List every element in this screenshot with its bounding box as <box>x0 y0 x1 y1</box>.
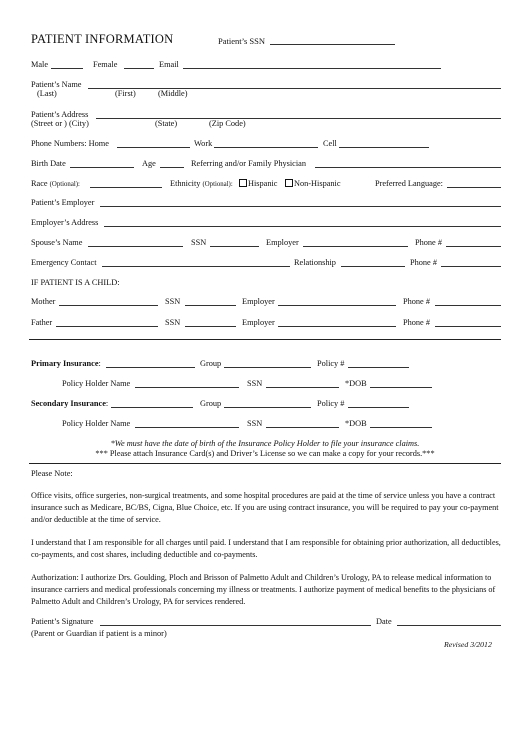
primary-ssn-label: SSN <box>247 379 263 388</box>
mother-phone-label: Phone # <box>403 297 430 306</box>
authorization-paragraph: Authorization: I authorize Drs. Goulding, Ploch and Brisson of Palmetto Adult and Children’s Urology, PA to release medical information to insurance carriers and medical professionals concerning my illness or treatments. I authorize payment of medical benefits to the physicians of Palmetto Adult and Children’s Urology, PA for services rendered. <box>31 573 496 606</box>
emergency-phone-label: Phone # <box>410 258 437 267</box>
hispanic-option[interactable]: Hispanic <box>237 179 278 188</box>
address-state-caption: (State) <box>155 119 178 128</box>
referring-physician-label: Referring and/or Family Physician <box>191 159 306 168</box>
spouse-ssn-label: SSN <box>191 238 207 247</box>
primary-holder-field[interactable] <box>135 387 239 388</box>
phone-home-field[interactable] <box>117 147 190 148</box>
emergency-phone-field[interactable] <box>441 266 501 267</box>
secondary-group-label: Group <box>200 399 222 408</box>
patient-employer-label: Patient’s Employer <box>31 198 95 207</box>
patient-name-label: Patient’s Name <box>31 80 82 89</box>
attach-cards-note: *** Please attach Insurance Card(s) and Driver’s License so we can make a copy for your records.*** <box>95 449 435 458</box>
father-phone-label: Phone # <box>403 318 430 327</box>
patient-address-label: Patient’s Address <box>31 110 89 119</box>
secondary-holder-field[interactable] <box>135 427 239 428</box>
email-field[interactable] <box>183 68 441 69</box>
female-label: Female <box>93 60 118 69</box>
email-label: Email <box>159 60 179 69</box>
mother-employer-label: Employer <box>242 297 275 306</box>
spouse-phone-field[interactable] <box>446 246 501 247</box>
race-label: Race (Optional): <box>31 179 80 188</box>
race-field[interactable] <box>90 187 162 188</box>
mother-ssn-label: SSN <box>165 297 181 306</box>
emergency-relationship-field[interactable] <box>341 266 405 267</box>
secondary-dob-label: *DOB <box>345 419 367 428</box>
female-field[interactable] <box>124 68 154 69</box>
address-street-city-caption: (Street or ) (City) <box>31 119 89 128</box>
non-hispanic-option[interactable]: Non-Hispanic <box>283 179 341 188</box>
primary-insurance-field[interactable] <box>106 367 195 368</box>
signature-label: Patient’s Signature <box>31 617 94 626</box>
secondary-ssn-field[interactable] <box>266 427 339 428</box>
preferred-language-field[interactable] <box>447 187 501 188</box>
revised-date: Revised 3/2012 <box>444 640 492 649</box>
ethnicity-label: Ethnicity (Optional): <box>170 179 233 188</box>
signature-field[interactable] <box>100 625 371 626</box>
name-middle-caption: (Middle) <box>158 89 188 98</box>
mother-label: Mother <box>31 297 56 306</box>
primary-group-field[interactable] <box>224 367 311 368</box>
emergency-contact-label: Emergency Contact <box>31 258 97 267</box>
male-field[interactable] <box>51 68 83 69</box>
please-note-heading: Please Note: <box>31 469 73 478</box>
non-hispanic-checkbox[interactable] <box>285 179 293 187</box>
date-label: Date <box>376 617 392 626</box>
age-field[interactable] <box>160 167 184 168</box>
spouse-phone-label: Phone # <box>415 238 442 247</box>
birth-date-field[interactable] <box>70 167 134 168</box>
primary-policy-label: Policy # <box>317 359 345 368</box>
phone-home-label: Phone Numbers: Home <box>31 139 109 148</box>
mother-ssn-field[interactable] <box>185 305 236 306</box>
mother-phone-field[interactable] <box>435 305 501 306</box>
dob-note: *We must have the date of birth of the Insurance Policy Holder to file your insurance claims. <box>110 439 420 448</box>
address-zip-caption: (Zip Code) <box>209 119 246 128</box>
secondary-holder-label: Policy Holder Name <box>62 419 131 428</box>
secondary-dob-field[interactable] <box>370 427 432 428</box>
notes-divider <box>29 463 501 464</box>
primary-holder-label: Policy Holder Name <box>62 379 131 388</box>
male-label: Male <box>31 60 49 69</box>
secondary-insurance-field[interactable] <box>111 407 193 408</box>
page-title: PATIENT INFORMATION <box>31 32 174 46</box>
father-name-field[interactable] <box>56 326 158 327</box>
secondary-group-field[interactable] <box>224 407 311 408</box>
secondary-policy-label: Policy # <box>317 399 345 408</box>
spouse-employer-field[interactable] <box>303 246 408 247</box>
mother-employer-field[interactable] <box>278 305 396 306</box>
father-ssn-label: SSN <box>165 318 181 327</box>
secondary-insurance-label: Secondary Insurance: <box>31 399 109 408</box>
patient-ssn-label: Patient’s SSN <box>218 36 265 46</box>
spouse-name-label: Spouse’s Name <box>31 238 83 247</box>
payment-paragraph: Office visits, office surgeries, non-surgical treatments, and some hospital procedures are paid at the time of service unless you have a contract insurance such as Medicare, BC/BS, Cigna, Blue Choice, etc. If you are using contract insurance, you will be required to pay your co-payment and/or deductible at the time of service. <box>31 491 499 524</box>
mother-name-field[interactable] <box>59 305 158 306</box>
hispanic-checkbox[interactable] <box>239 179 247 187</box>
emergency-contact-field[interactable] <box>102 266 290 267</box>
child-section-heading: IF PATIENT IS A CHILD: <box>31 278 120 287</box>
spouse-ssn-field[interactable] <box>210 246 259 247</box>
patient-name-field[interactable] <box>88 88 501 89</box>
section-divider <box>29 339 501 340</box>
father-employer-label: Employer <box>242 318 275 327</box>
guardian-caption: (Parent or Guardian if patient is a minor) <box>31 629 167 638</box>
name-last-caption: (Last) <box>37 89 57 98</box>
primary-dob-field[interactable] <box>370 387 432 388</box>
employer-address-field[interactable] <box>104 226 501 227</box>
spouse-employer-label: Employer <box>266 238 299 247</box>
father-employer-field[interactable] <box>278 326 396 327</box>
age-label: Age <box>142 159 156 168</box>
emergency-relationship-label: Relationship <box>294 258 336 267</box>
preferred-language-label: Preferred Language: <box>375 179 443 188</box>
birth-date-label: Birth Date <box>31 159 66 168</box>
date-field[interactable] <box>397 625 501 626</box>
phone-cell-label: Cell <box>323 139 337 148</box>
employer-address-label: Employer’s Address <box>31 218 99 227</box>
patient-employer-field[interactable] <box>100 206 501 207</box>
primary-insurance-label: Primary Insurance: <box>31 359 101 368</box>
responsibility-paragraph: I understand that I am responsible for all charges until paid. I understand that I am responsible for obtaining prior authorization, all deductibles, co-payments, and cost shares, including deductible and co-payments. <box>31 538 501 559</box>
phone-cell-field[interactable] <box>339 147 429 148</box>
primary-ssn-field[interactable] <box>266 387 339 388</box>
secondary-ssn-label: SSN <box>247 419 263 428</box>
secondary-policy-field[interactable] <box>348 407 409 408</box>
father-phone-field[interactable] <box>435 326 501 327</box>
primary-group-label: Group <box>200 359 222 368</box>
primary-policy-field[interactable] <box>348 367 409 368</box>
phone-work-label: Work <box>194 139 213 148</box>
referring-physician-field[interactable] <box>315 167 501 168</box>
phone-work-field[interactable] <box>214 147 318 148</box>
primary-dob-label: *DOB <box>345 379 367 388</box>
father-label: Father <box>31 318 53 327</box>
patient-ssn-field[interactable] <box>270 44 395 45</box>
father-ssn-field[interactable] <box>185 326 236 327</box>
spouse-name-field[interactable] <box>88 246 183 247</box>
name-first-caption: (First) <box>115 89 136 98</box>
